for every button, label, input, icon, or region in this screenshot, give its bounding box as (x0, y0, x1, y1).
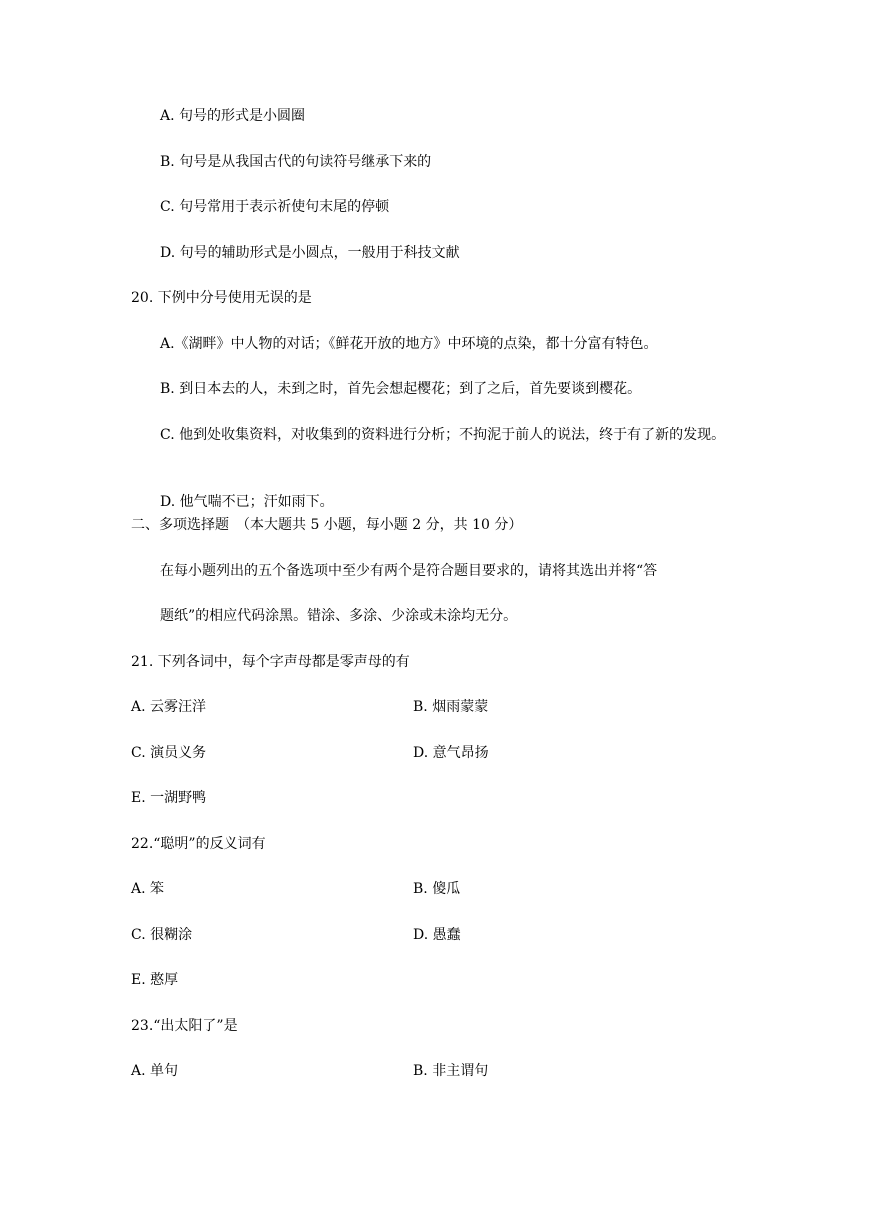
q19-option-a: A. 句号的形式是小圆圈 (160, 108, 306, 124)
section-instruction-line2: 题纸”的相应代码涂黑。错涂、多涂、少涂或未涂均无分。 (160, 608, 518, 624)
q21-option-b: B. 烟雨蒙蒙 (413, 699, 489, 715)
section-instruction-line1: 在每小题列出的五个备选项中至少有两个是符合题目要求的，请将其选出并将“答 (160, 563, 658, 579)
q19-option-c: C. 句号常用于表示祈使句末尾的停顿 (160, 199, 390, 215)
q22-option-e: E. 憨厚 (131, 972, 179, 988)
q20-option-d: D. 他气喘不已；汗如雨下。 (160, 494, 334, 510)
q20-option-c: C. 他到处收集资料，对收集到的资料进行分析；不拘泥于前人的说法，终于有了新的发现。 (160, 427, 726, 443)
q20-option-b: B. 到日本去的人，未到之时，首先会想起樱花；到了之后，首先要谈到樱花。 (160, 381, 642, 397)
section-heading: 二、多项选择题 （本大题共 5 小题，每小题 2 分，共 10 分） (131, 517, 523, 533)
q21-option-a: A. 云雾汪洋 (131, 699, 207, 715)
q19-option-d: D. 句号的辅助形式是小圆点，一般用于科技文献 (160, 245, 460, 261)
q21-stem: 21. 下列各词中，每个字声母都是零声母的有 (131, 654, 410, 670)
q20-option-a: A.《湖畔》中人物的对话；《鲜花开放的地方》中环境的点染，都十分富有特色。 (160, 336, 658, 352)
q20-stem: 20. 下例中分号使用无误的是 (131, 290, 312, 306)
q23-option-a: A. 单句 (131, 1063, 179, 1079)
q22-stem: 22.“聪明”的反义词有 (131, 836, 266, 852)
q22-option-c: C. 很糊涂 (131, 927, 193, 943)
q22-option-a: A. 笨 (131, 881, 165, 897)
q22-option-b: B. 傻瓜 (413, 881, 461, 897)
q23-stem: 23.“出太阳了”是 (131, 1018, 238, 1034)
q23-option-b: B. 非主谓句 (413, 1063, 489, 1079)
q22-option-d: D. 愚蠢 (413, 927, 461, 943)
q21-option-c: C. 演员义务 (131, 745, 207, 761)
q21-option-d: D. 意气昂扬 (413, 745, 489, 761)
q21-option-e: E. 一湖野鸭 (131, 790, 207, 806)
q19-option-b: B. 句号是从我国古代的句读符号继承下来的 (160, 154, 432, 170)
